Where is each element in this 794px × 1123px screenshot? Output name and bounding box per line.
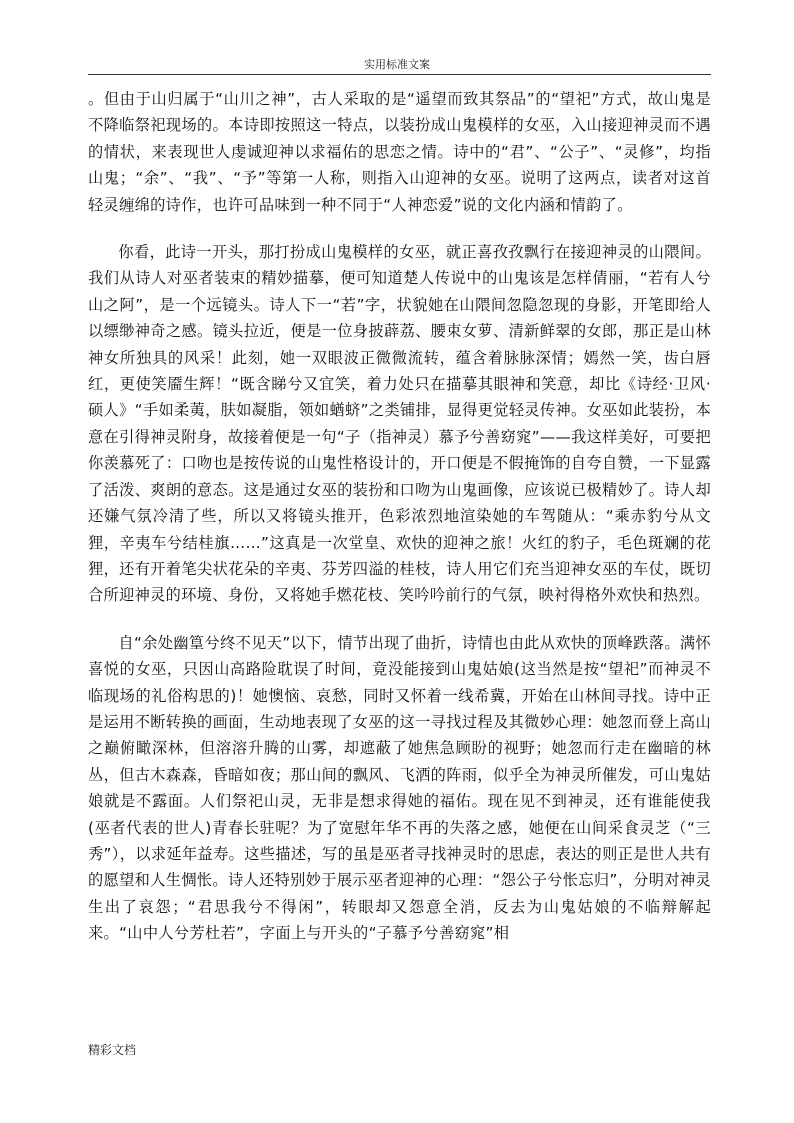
header-divider — [88, 74, 711, 75]
paragraph-spacer — [88, 609, 711, 630]
document-body — [88, 86, 711, 947]
paragraph-1: 。但由于山归属于“山川之神”，古人采取的是“遥望而致其祭品”的“望祀”方式，故山鬼是不降临祭祀现场的。本诗即按照这一特点，以装扮成山鬼模样的女巫，入山接迎神灵而不遇的情状，来表现世人虔诚迎神以求福佑的思恋之情。诗中的“君”、“公子”、“灵修”，均指山鬼；“余”、“我”、“予”等第一人称，则指入山迎神的女巫。说明了这两点，读者对这首轻灵缠绵的诗作，也许可品味到一种不同于“人神恋爱”说的文化内涵和情韵了。 — [88, 90, 711, 214]
paragraph-2: 你看，此诗一开头，那打扮成山鬼模样的女巫，就正喜孜孜飘行在接迎神灵的山隈间。我们从诗人对巫者装束的精妙描摹，便可知道楚人传说中的山鬼该是怎样倩丽，“若有人兮山之阿”，是一个远镜头。诗人下一“若”字，状貌她在山隈间忽隐忽现的身影，开笔即给人以缥缈神奇之感。镜头拉近，便是一位身披薜荔、腰束女萝、清新鲜翠的女郎，那正是山林神女所独具的风采！此刻，她一双眼波正微微流转，蕴含着脉脉深情；嫣然一笑，齿白唇红，更使笑靥生辉！“既含睇兮又宜笑，着力处只在描摹其眼神和笑意，却比《诗经·卫风·硕人》“手如柔荑，肤如凝脂，领如蝤蛴”之类铺排，显得更觉轻灵传神。女巫如此装扮，本意在引得神灵附身，故接着便是一句“子（指神灵）慕予兮善窈窕”——我这样美好，可要把你羡慕死了：口吻也是按传说的山鬼性格设计的，开口便是不假掩饰的自夸自赞，一下显露了活泼、爽朗的意态。这是通过女巫的装扮和口吻为山鬼画像，应该说已极精妙了。诗人却还嫌气氛冷清了些，所以又将镜头推开，色彩浓烈地渲染她的车驾随从：“乘赤豹兮从文狸，辛夷车兮结桂旗……”这真是一次堂皇、欢快的迎神之旅！火红的豹子，毛色斑斓的花狸，还有开着笔尖状花朵的辛夷、芬芳四溢的桂枝，诗人用它们充当迎神女巫的车仗，既切合所迎神灵的环境、身份，又将她手燃花枝、笑吟吟前行的气氛，映衬得格外欢快和热烈。 — [88, 243, 711, 605]
page-footer-text: 精彩文档 — [88, 1043, 137, 1057]
paragraph-3: 自“余处幽篁兮终不见天”以下，情节出现了曲折，诗情也由此从欢快的顶峰跌落。满怀喜悦的女巫，只因山高路险耽误了时间，竟没能接到山鬼姑娘(这当然是按“望祀”而神灵不临现场的礼俗构思的)！她懊恼、哀愁，同时又怀着一线希冀，开始在山林间寻找。诗中正是运用不断转换的画面，生动地表现了女巫的这一寻找过程及其微妙心理：她忽而登上高山之巅俯瞰深林，但溶溶升腾的山雾，却遮蔽了她焦急顾盼的视野；她忽而行走在幽暗的林丛，但古木森森，昏暗如夜；那山间的飘风、飞洒的阵雨，似乎全为神灵所催发，可山鬼姑娘就是不露面。人们祭祀山灵，无非是想求得她的福佑。现在见不到神灵，还有谁能使我(巫者代表的世人)青春长驻呢？为了宽慰年华不再的失落之感，她便在山间采食灵芝（“三秀”），以求延年益寿。这些描述，写的虽是巫者寻找神灵时的思虑，表达的则正是世人共有的愿望和人生惆怅。诗人还特别妙于展示巫者迎神的心理：“怨公子兮怅忘归”，分明对神灵生出了哀怨；“君思我兮不得闲”，转眼却又怨意全消，反去为山鬼姑娘的不临辩解起来。“山中人兮芳杜若”，字面上与开头的“子慕予兮善窈窕”相 — [88, 633, 711, 943]
paragraph-spacer — [88, 218, 711, 239]
page-header-title: 实用标准文案 — [364, 58, 430, 71]
